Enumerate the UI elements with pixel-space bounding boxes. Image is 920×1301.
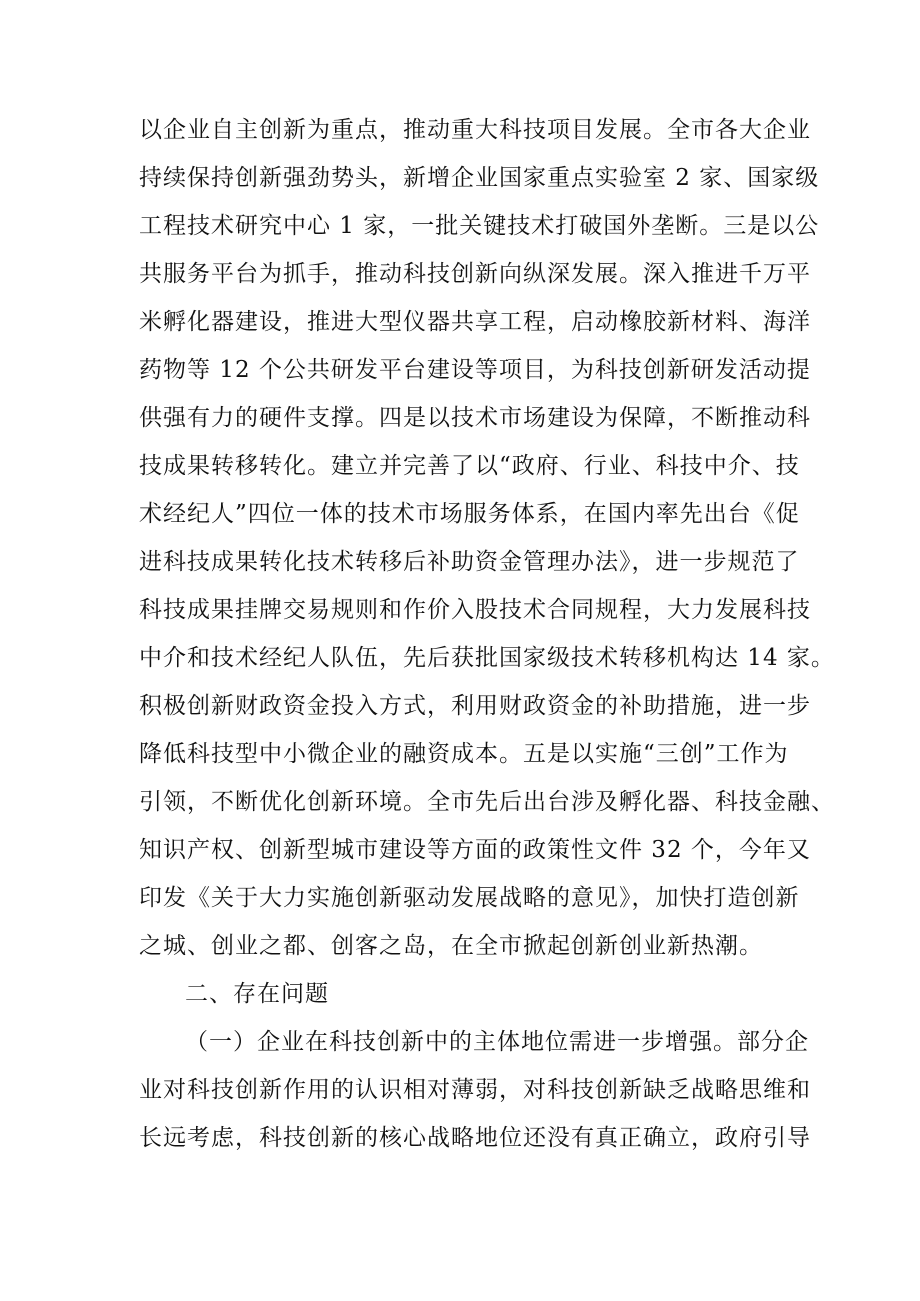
- text-line-6: 药物等 12 个公共研发平台建设等项目，为科技创新研发活动提: [139, 357, 811, 383]
- text-line-15: 引领，不断优化创新环境。全市先后出台涉及孵化器、科技金融、: [139, 789, 835, 815]
- text-line-11: 科技成果挂牌交易规则和作价入股技术合同规程，大力发展科技: [139, 597, 811, 623]
- text-line-14: 降低科技型中小微企业的融资成本。五是以实施“三创”工作为: [139, 741, 789, 767]
- text-line-4: 共服务平台为抓手，推动科技创新向纵深发展。深入推进千万平: [139, 261, 811, 287]
- text-line-2: 持续保持创新强劲势头，新增企业国家重点实验室 2 家、国家级: [139, 165, 820, 191]
- text-line-1: 以企业自主创新为重点，推动重大科技项目发展。全市各大企业: [139, 117, 811, 143]
- subsection-first-line: （一）企业在科技创新中的主体地位需进一步增强。部分企: [185, 1029, 809, 1055]
- text-line-22: 长远考虑，科技创新的核心战略地位还没有真正确立，政府引导: [139, 1125, 811, 1151]
- text-line-18: 之城、创业之都、创客之岛，在全市掀起创新创业新热潮。: [139, 933, 763, 959]
- text-line-9: 术经纪人”四位一体的技术市场服务体系，在国内率先出台《促: [139, 501, 800, 527]
- section-heading: 二、存在问题: [185, 981, 329, 1007]
- text-line-10: 进科技成果转化技术转移后补助资金管理办法》，进一步规范了: [139, 549, 800, 575]
- text-line-7: 供强有力的硬件支撑。四是以技术市场建设为保障，不断推动科: [139, 405, 811, 431]
- text-line-21: 业对科技创新作用的认识相对薄弱，对科技创新缺乏战略思维和: [139, 1077, 811, 1103]
- text-line-16: 知识产权、创新型城市建设等方面的政策性文件 32 个，今年又: [139, 837, 811, 863]
- text-line-8: 技成果转移转化。建立并完善了以“政府、行业、科技中介、技: [139, 453, 800, 479]
- text-line-17: 印发《关于大力实施创新驱动发展战略的意见》，加快打造创新: [139, 885, 800, 911]
- text-line-5: 米孵化器建设，推进大型仪器共享工程，启动橡胶新材料、海洋: [139, 309, 811, 335]
- text-line-12: 中介和技术经纪人队伍，先后获批国家级技术转移机构达 14 家。: [139, 645, 835, 671]
- text-line-3: 工程技术研究中心 1 家，一批关键技术打破国外垄断。三是以公: [139, 213, 820, 239]
- text-line-13: 积极创新财政资金投入方式，利用财政资金的补助措施，进一步: [139, 693, 811, 719]
- body-text: [139, 106, 835, 1162]
